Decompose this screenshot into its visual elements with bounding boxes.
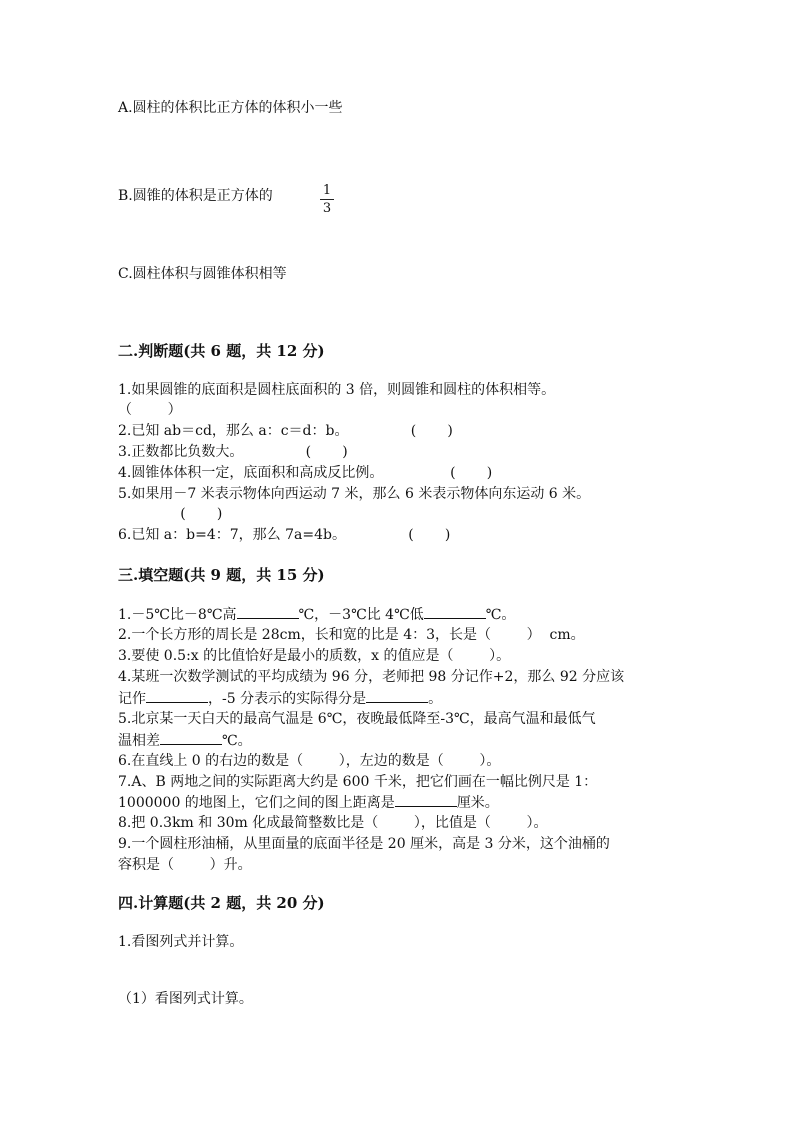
fill-q1 bbox=[118, 604, 515, 625]
fill-q7-line2 bbox=[118, 792, 499, 813]
fraction-bar bbox=[320, 199, 334, 200]
judge-q4: 4.圆锥体体积一定，底面积和高成反比例。 ( ) bbox=[118, 465, 493, 481]
fill-q1-text-2: ℃，－3℃比 4℃低 bbox=[298, 607, 424, 623]
blank-line[interactable] bbox=[366, 688, 428, 703]
judge-q1-answer: （ ） bbox=[118, 402, 182, 418]
blank-line[interactable] bbox=[424, 604, 486, 619]
option-b: B.圆锥的体积是正方体的 bbox=[118, 188, 273, 204]
section-3-title: 三.填空题(共 9 题，共 15 分) bbox=[118, 566, 325, 584]
fill-q4: 4.某班一次数学测试的平均成绩为 96 分，老师把 98 分记作+2，那么 92 分应该 bbox=[118, 669, 625, 685]
fill-q2: 2.一个长方形的周长是 28cm，长和宽的比是 4：3，长是（ ） cm。 bbox=[118, 627, 585, 643]
fill-q6: 6.在直线上 0 的右边的数是（ ），左边的数是（ ）。 bbox=[118, 753, 501, 769]
judge-q5: 5.如果用－7 米表示物体向西运动 7 米，那么 6 米表示物体向东运动 6 米。 bbox=[118, 486, 591, 502]
option-c: C.圆柱体积与圆锥体积相等 bbox=[118, 266, 287, 282]
fill-q7: 7.A、B 两地之间的实际距离大约是 600 千米，把它们画在一幅比例尺是 1： bbox=[118, 774, 598, 790]
fill-q7-text-1: 1000000 的地图上，它们之间的图上距离是 bbox=[118, 795, 395, 811]
fraction-one-third bbox=[320, 183, 334, 216]
calc-q1-sub1: （1）看图列式计算。 bbox=[118, 991, 253, 1007]
blank-line[interactable] bbox=[395, 792, 457, 807]
fill-q5: 5.北京某一天白天的最高气温是 6℃，夜晚最低降至-3℃，最高气温和最低气 bbox=[118, 711, 596, 727]
blank-line[interactable] bbox=[146, 688, 208, 703]
section-4-title: 四.计算题(共 2 题，共 20 分) bbox=[118, 894, 325, 912]
fill-q4-text-1: 记作 bbox=[118, 691, 146, 707]
fill-q5-line2 bbox=[118, 730, 252, 751]
blank-line[interactable] bbox=[237, 604, 299, 619]
judge-q3: 3.正数都比负数大。 ( ) bbox=[118, 444, 348, 460]
fill-q4-text-3: 。 bbox=[428, 691, 443, 707]
fill-q4-text-2: ，-5 分表示的实际得分是 bbox=[208, 691, 367, 707]
section-2-title: 二.判断题(共 6 题，共 12 分) bbox=[118, 342, 325, 360]
judge-q6: 6.已知 a：b=4：7，那么 7a=4b。 ( ) bbox=[118, 527, 451, 543]
fill-q5-text-2: ℃。 bbox=[222, 733, 252, 749]
blank-line[interactable] bbox=[160, 730, 222, 745]
calc-q1: 1.看图列式并计算。 bbox=[118, 934, 244, 950]
fill-q5-text-1: 温相差 bbox=[118, 733, 160, 749]
fill-q8: 8.把 0.3km 和 30m 化成最简整数比是（ ），比值是（ ）。 bbox=[118, 815, 548, 831]
judge-q1: 1.如果圆锥的底面积是圆柱底面积的 3 倍，则圆锥和圆柱的体积相等。 bbox=[118, 382, 556, 398]
judge-q5-answer: ( ) bbox=[118, 506, 223, 522]
fraction-denominator: 3 bbox=[322, 201, 332, 216]
fill-q1-text-3: ℃。 bbox=[485, 607, 516, 623]
fill-q1-text-1: 1.－5℃比－8℃高 bbox=[118, 607, 237, 623]
fraction-numerator: 1 bbox=[322, 183, 332, 198]
option-a: A.圆柱的体积比正方体的体积小一些 bbox=[118, 100, 343, 116]
fill-q9-line2: 容积是（ ）升。 bbox=[118, 857, 252, 873]
judge-q2: 2.已知 ab＝cd，那么 a：c＝d：b。 ( ) bbox=[118, 423, 453, 439]
fill-q7-text-2: 厘米。 bbox=[456, 795, 499, 811]
fill-q4-line2 bbox=[118, 688, 442, 709]
fill-q9: 9.一个圆柱形油桶，从里面量的底面半径是 20 厘米，高是 3 分米，这个油桶的 bbox=[118, 836, 610, 852]
fill-q3: 3.要使 0.5:x 的比值恰好是最小的质数，x 的值应是（ ）。 bbox=[118, 648, 511, 664]
